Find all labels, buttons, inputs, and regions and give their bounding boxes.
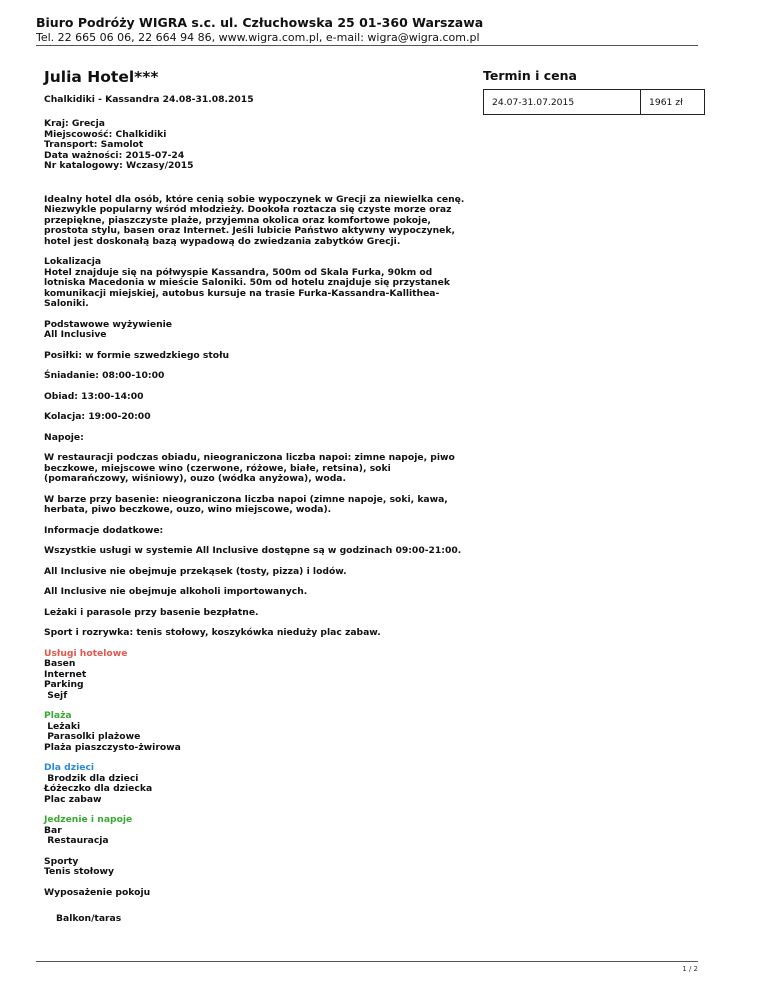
amenity-item: Bar	[44, 824, 62, 836]
text-line: Saloniki.	[44, 298, 89, 309]
text-line: Posiłki: w formie szwedzkiego stołu	[44, 349, 230, 361]
price-period: 24.07-31.07.2015	[484, 90, 641, 115]
amenity-item: Leżaki	[44, 720, 81, 732]
amenity-group-hotel-services	[44, 649, 474, 702]
text-line: Hotel znajduje się na półwyspie Kassandra, 500m od Skala Furka, 90km od	[44, 266, 433, 278]
amenity-group-food	[44, 815, 474, 847]
additional-info-heading	[44, 526, 474, 537]
description-paragraph	[44, 195, 474, 248]
page-number: 1 / 2	[682, 965, 698, 973]
text-line: Kolacja: 19:00-20:00	[44, 411, 151, 422]
room-amenity	[44, 914, 474, 925]
text-line: Niezwykle popularny wśród młodzieży. Dookoła roztacza się czyste morze oraz	[44, 204, 452, 215]
text-line: Podstawowe wyżywienie	[44, 318, 173, 330]
amenity-item: Parasolki plażowe	[44, 731, 141, 742]
price-value: 1961 zł	[641, 90, 705, 115]
text-line: Sport i rozrywka: tenis stołowy, koszykówka nieduży plac zabaw.	[44, 627, 381, 638]
amenity-group-beach	[44, 711, 474, 753]
amenity-item: Łóżeczko dla dziecka	[44, 783, 153, 794]
text-line: hotel jest doskonałą bazą wypadową do zwiedzania zabytków Grecji.	[44, 235, 401, 247]
amenity-item: Parking	[44, 679, 84, 690]
text-line: komunikacji miejskiej, autobus kursuje na trasie Furka-Kassandra-Kallithea-	[44, 287, 440, 299]
text-line: beczkowe, miejscowe wino (czerwone, różowe, białe, retsina), soki	[44, 462, 391, 474]
amenity-item: Balkon/taras	[56, 913, 122, 924]
text-line: Lokalizacja	[44, 256, 102, 267]
offer-subtitle: Chalkidiki - Kassandra 24.08-31.08.2015	[44, 94, 254, 105]
drinks-heading	[44, 433, 474, 444]
sport-paragraph	[44, 628, 474, 639]
text-line: Informacje dodatkowe:	[44, 524, 164, 536]
hotel-title: Julia Hotel***	[44, 68, 159, 86]
text-line: herbata, piwo beczkowe, ouzo, wino miejscowe, woda).	[44, 504, 332, 515]
text-line: Wszystkie usługi w systemie All Inclusive dostępne są w godzinach 09:00-21:00.	[44, 545, 462, 556]
text-line: Napoje:	[44, 431, 84, 443]
lunch-paragraph	[44, 392, 474, 403]
pricing-title: Termin i cena	[483, 68, 577, 83]
restaurant-drinks-paragraph	[44, 453, 474, 485]
amenity-heading: Usługi hotelowe	[44, 647, 128, 659]
text-line: lotniska Macedonia w mieście Saloniki. 50m od hotelu znajduje się przystanek	[44, 277, 450, 288]
text-line: Idealny hotel dla osób, które cenią sobie wypoczynek w Grecji za niewielka cenę.	[44, 193, 465, 205]
price-table	[483, 89, 705, 115]
sunbeds-paragraph	[44, 608, 474, 619]
pool-bar-paragraph	[44, 495, 474, 516]
location-paragraph	[44, 257, 474, 310]
amenity-group-room	[44, 888, 474, 899]
amenity-item: Plaża piaszczysto-żwirowa	[44, 741, 181, 753]
meta-country: Kraj: Grecja	[44, 118, 105, 129]
text-line: prostota stylu, basen oraz Internet. Jeśli lubicie Państwo aktywny wypoczynek,	[44, 225, 455, 236]
meta-transport: Transport: Samolot	[44, 139, 144, 150]
amenity-heading: Wyposażenie pokoju	[44, 886, 151, 898]
text-line: Leżaki i parasole przy basenie bezpłatne.	[44, 606, 259, 618]
amenity-heading: Jedzenie i napoje	[44, 814, 133, 825]
meta-location: Miejscowość: Chalkidiki	[44, 128, 167, 140]
document-header	[36, 15, 483, 45]
amenity-item: Internet	[44, 668, 87, 680]
table-row	[484, 90, 705, 115]
text-line: W restauracji podczas obiadu, nieograniczona liczba napoi: zimne napoje, piwo	[44, 452, 455, 463]
meals-paragraph	[44, 351, 474, 362]
meta-valid-date: Data ważności: 2015-07-24	[44, 149, 185, 161]
amenity-item: Tenis stołowy	[44, 866, 115, 877]
amenity-heading: Plaża	[44, 710, 72, 721]
text-line: Śniadanie: 08:00-10:00	[44, 370, 165, 381]
text-line: Obiad: 13:00-14:00	[44, 390, 144, 402]
amenity-group-kids	[44, 763, 474, 805]
amenity-heading: Dla dzieci	[44, 762, 95, 773]
offer-content	[44, 68, 474, 925]
board-paragraph	[44, 320, 474, 341]
text-line: All Inclusive nie obejmuje alkoholi importowanych.	[44, 586, 308, 597]
dinner-paragraph	[44, 412, 474, 423]
pricing-panel	[483, 68, 705, 115]
footer-divider	[36, 961, 698, 962]
amenity-item: Restauracja	[44, 835, 109, 846]
amenity-item: Brodzik dla dzieci	[44, 772, 139, 784]
text-line: W barze przy basenie: nieograniczona liczba napoi (zimne napoje, soki, kawa,	[44, 493, 448, 505]
text-line: (pomarańczowy, wiśniowy), ouzo (wódka anyżowa), woda.	[44, 473, 346, 484]
amenity-item: Sejf	[44, 689, 68, 701]
text-line: All Inclusive	[44, 329, 107, 340]
offer-meta	[44, 119, 474, 172]
meta-catalog-number: Nr katalogowy: Wczasy/2015	[44, 160, 194, 171]
text-line: All Inclusive nie obejmuje przekąsek (tosty, pizza) i lodów.	[44, 565, 347, 577]
company-contact: Tel. 22 665 06 06, 22 664 94 86, www.wigra.com.pl, e-mail: wigra@wigra.com.pl	[36, 31, 480, 44]
company-name: Biuro Podróży WIGRA s.c. ul. Człuchowska 25 01-360 Warszawa	[36, 15, 484, 30]
amenity-group-sports	[44, 857, 474, 878]
snacks-paragraph	[44, 567, 474, 578]
imported-alcohol-paragraph	[44, 587, 474, 598]
amenity-heading: Sporty	[44, 855, 79, 867]
amenity-item: Basen	[44, 658, 76, 669]
breakfast-paragraph	[44, 371, 474, 382]
all-inclusive-hours-paragraph	[44, 546, 474, 557]
amenity-item: Plac zabaw	[44, 793, 102, 805]
header-divider	[36, 45, 698, 46]
text-line: przepiękne, piaszczyste plaże, przyjemna okolica oraz komfortowe pokoje,	[44, 214, 431, 226]
